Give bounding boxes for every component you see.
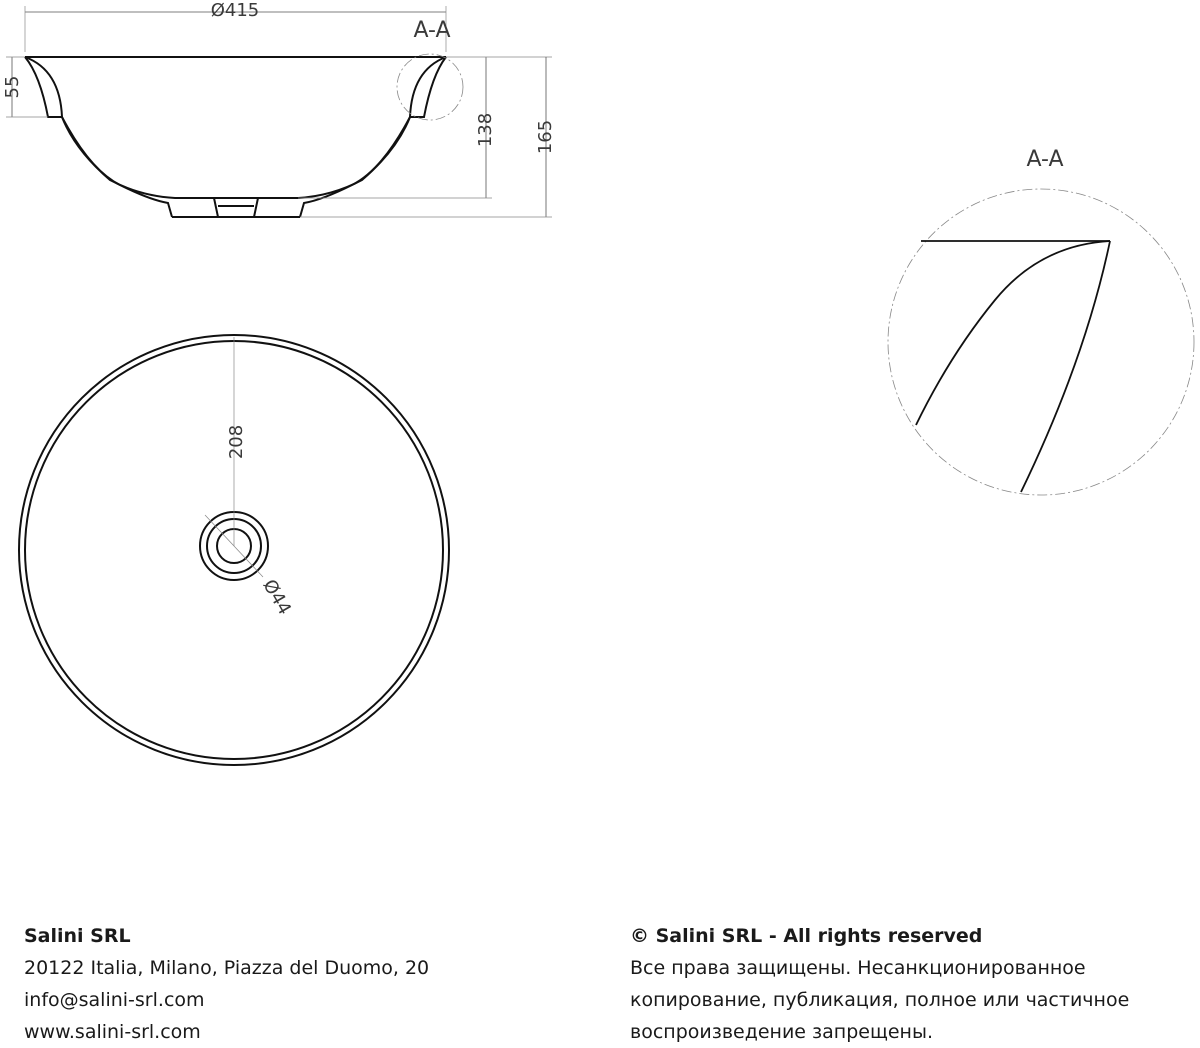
section-marker-circle	[397, 54, 463, 120]
company-email: info@salini-srl.com	[24, 989, 205, 1011]
outer-profile-left	[25, 57, 172, 217]
copyright-notice-line-3: воспроизведение запрещены.	[630, 1021, 934, 1043]
section-label: A-A	[413, 18, 451, 43]
footer-copyright	[630, 920, 1190, 1048]
detail-label: A-A	[1026, 147, 1064, 172]
dim-drain-diameter: Ø44	[258, 575, 296, 619]
copyright-title: © Salini SRL - All rights reserved	[630, 925, 983, 947]
dim-bowl-depth: 138	[475, 112, 496, 148]
inner-profile-right	[298, 57, 446, 198]
company-website: www.salini-srl.com	[24, 1021, 201, 1043]
company-name: Salini SRL	[24, 925, 131, 947]
dim-rim-height: 55	[2, 75, 23, 99]
inner-profile-left	[25, 57, 298, 198]
drain-outline	[214, 198, 258, 217]
footer-company-info	[24, 920, 584, 1048]
dim-drain-offset: 208	[226, 424, 247, 460]
plan-view	[19, 335, 449, 765]
dim-outer-diameter: Ø415	[210, 0, 260, 21]
copyright-notice-line-2: копирование, публикация, полное или частичное	[630, 989, 1130, 1011]
detail-inner-curve	[916, 241, 1110, 425]
outer-profile-right	[300, 57, 446, 217]
dim-total-height: 165	[535, 119, 556, 155]
copyright-notice-line-1: Все права защищены. Несанкционированное	[630, 957, 1086, 979]
detail-outer-curve	[1021, 241, 1110, 492]
detail-view	[888, 147, 1194, 495]
side-elevation-view	[2, 0, 556, 217]
company-address: 20122 Italia, Milano, Piazza del Duomo, 20	[24, 957, 430, 979]
